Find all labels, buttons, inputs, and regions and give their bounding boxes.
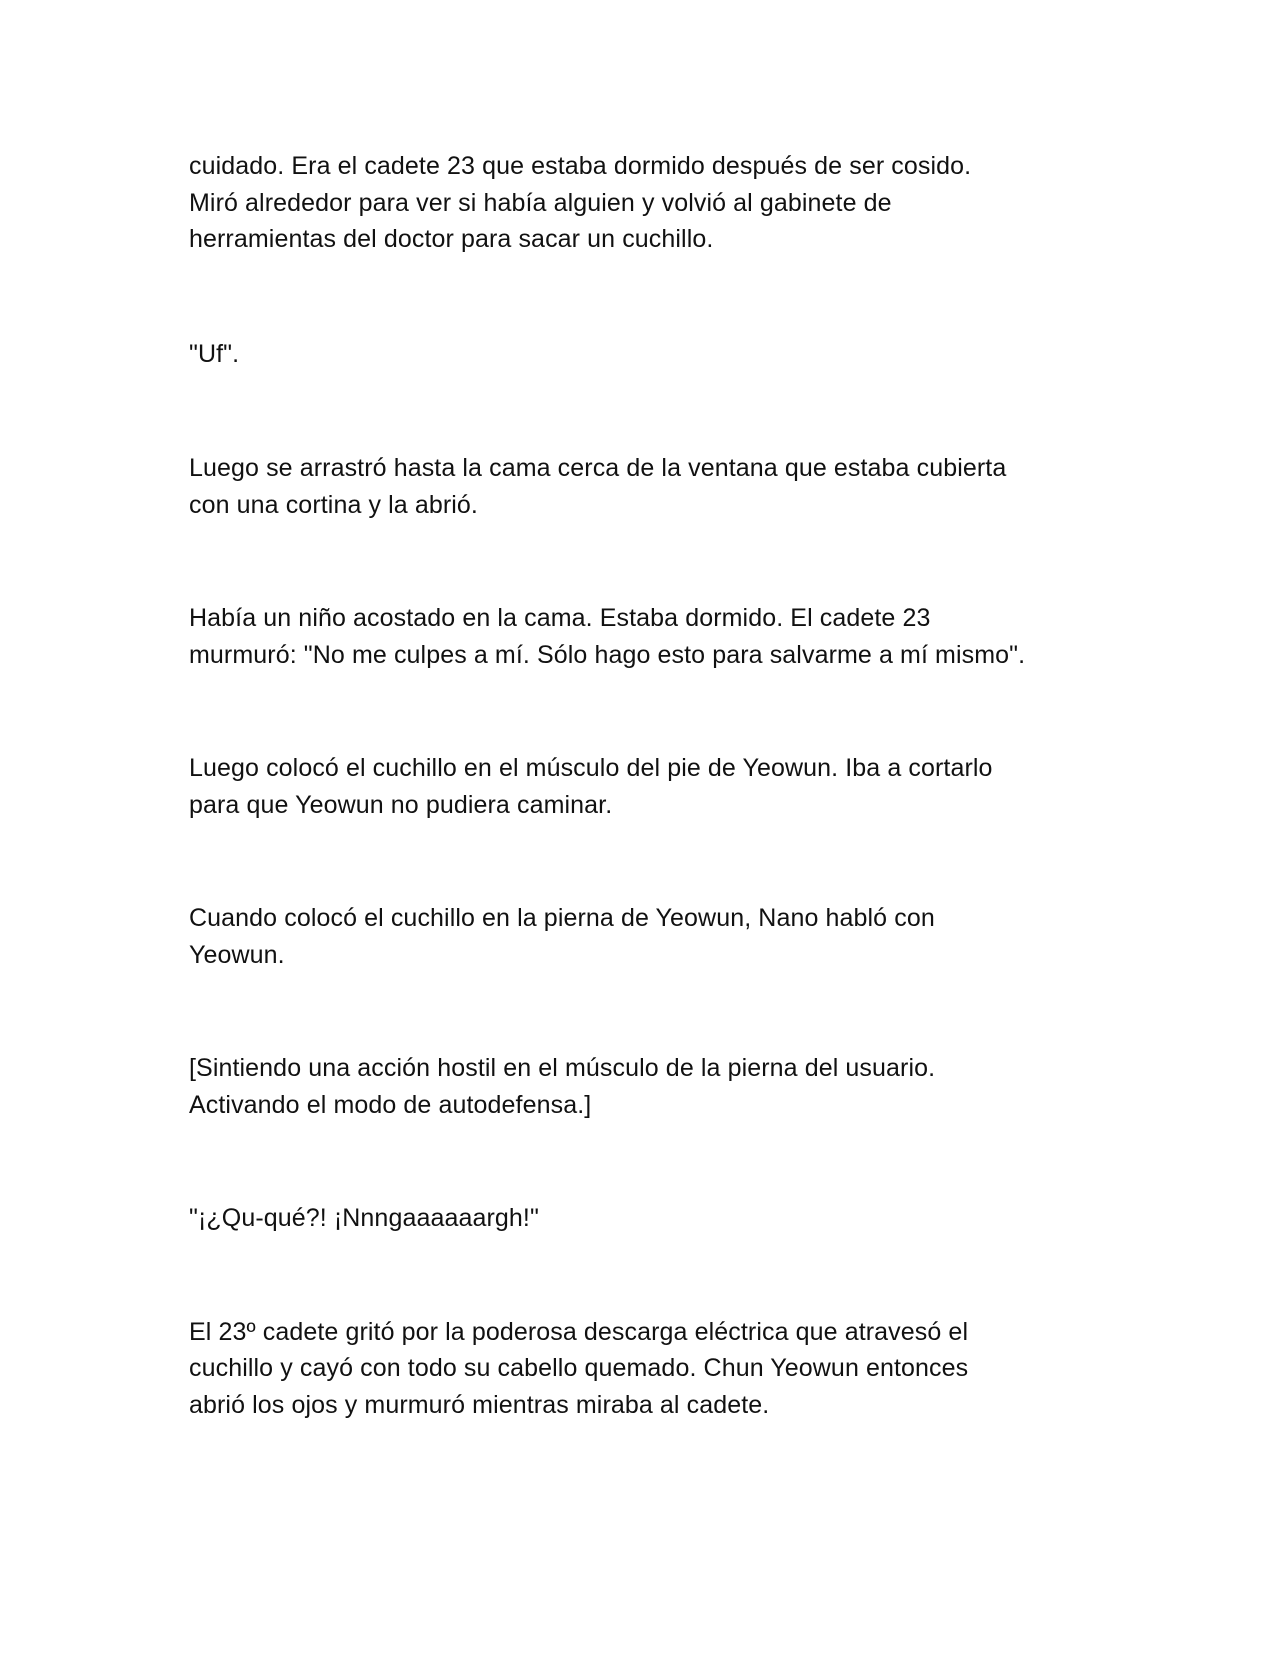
paragraph-4	[189, 600, 1109, 673]
paragraph-9	[189, 1314, 1109, 1424]
paragraph-8	[189, 1200, 1109, 1237]
text-line: herramientas del doctor para sacar un cuchillo.	[189, 225, 714, 253]
text-line: cuidado. Era el cadete 23 que estaba dormido después de ser cosido.	[189, 152, 972, 180]
text-line: para que Yeowun no pudiera caminar.	[189, 790, 613, 819]
paragraph-1	[189, 148, 1109, 258]
text-line: cuchillo y cayó con todo su cabello quemado. Chun Yeowun entonces	[189, 1354, 969, 1382]
text-line: Cuando colocó el cuchillo en la pierna de Yeowun, Nano habló con	[189, 904, 935, 932]
text-line: Miró alrededor para ver si había alguien y volvió al gabinete de	[189, 188, 892, 217]
text-line: con una cortina y la abrió.	[189, 490, 478, 519]
text-line: Luego colocó el cuchillo en el músculo del pie de Yeowun. Iba a cortarlo	[189, 754, 993, 782]
paragraph-7	[189, 1050, 1109, 1123]
paragraph-5	[189, 750, 1109, 823]
text-line: Activando el modo de autodefensa.]	[189, 1090, 592, 1119]
text-line: El 23º cadete gritó por la poderosa descarga eléctrica que atravesó el	[189, 1317, 969, 1346]
text-line: "¡¿Qu-qué?! ¡Nnngaaaaaargh!"	[189, 1204, 539, 1232]
text-line: "Uf".	[189, 339, 240, 368]
text-line: Había un niño acostado en la cama. Estaba dormido. El cadete 23	[189, 604, 931, 632]
text-line: [Sintiendo una acción hostil en el músculo de la pierna del usuario.	[189, 1054, 936, 1082]
paragraph-3	[189, 450, 1109, 523]
paragraph-2	[189, 336, 1109, 373]
text-line: abrió los ojos y murmuró mientras miraba al cadete.	[189, 1390, 770, 1419]
document-body	[189, 148, 1109, 1423]
text-line: murmuró: "No me culpes a mí. Sólo hago esto para salvarme a mí mismo".	[189, 640, 1026, 669]
text-line: Luego se arrastró hasta la cama cerca de la ventana que estaba cubierta	[189, 454, 1007, 482]
text-line: Yeowun.	[189, 940, 285, 969]
paragraph-6	[189, 900, 1109, 973]
